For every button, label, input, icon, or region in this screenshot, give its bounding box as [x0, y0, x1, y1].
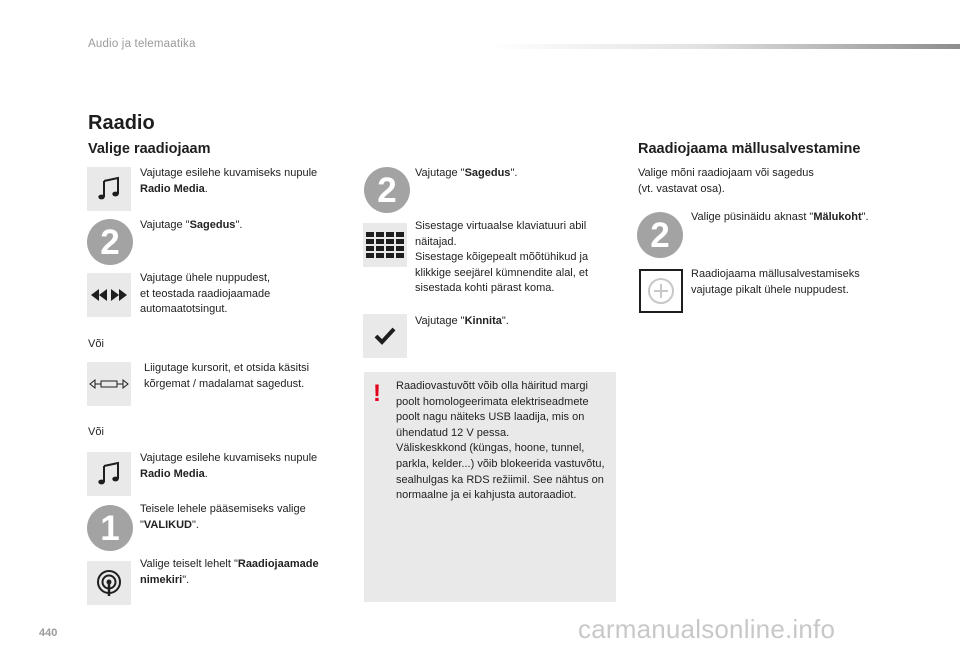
music-note-icon: [87, 167, 131, 211]
step-station-list: Valige teiselt lehelt "Raadiojaamade nimekiri".: [140, 558, 319, 586]
step-auto-search: Vajutage ühele nuppudest, et teostada raadiojaamade automaatotsingut.: [140, 272, 271, 315]
step-valikud: Teisele lehele pääsemiseks valige "VALIKUD".: [140, 503, 306, 531]
step-sagedus-1: Vajutage "Sagedus".: [140, 219, 243, 231]
step-kinnita: Vajutage "Kinnita".: [415, 315, 509, 327]
checkmark-icon: [363, 314, 407, 358]
step-virtual-keyboard: Sisestage virtuaalse klaviatuuri abil näitajad. Sisestage kõigepealt mõõtühikud ja klikkige seejärel kümnendite alal, et sisestada kohti pärast koma.: [415, 220, 589, 294]
page-title: Raadio: [88, 112, 155, 134]
page-number: 440: [39, 627, 58, 639]
memorize-intro: Valige mõni raadiojaam või sagedus (vt. vastavat osa).: [638, 167, 814, 195]
section-heading-select-station: Valige raadiojaam: [88, 141, 211, 157]
step-radio-media-2: Vajutage esilehe kuvamiseks nupule Radio Media.: [140, 452, 318, 480]
exclamation-icon: !: [373, 380, 381, 407]
preset-add-icon: [639, 269, 683, 313]
step-malukoht: Valige püsinäidu aknast "Mälukoht".: [691, 211, 869, 223]
running-header: Audio ja telemaatika: [88, 38, 196, 50]
radio-broadcast-icon: [87, 561, 131, 605]
step-long-press: Raadiojaama mällusalvestamiseks vajutage pikalt ühele nuppudest.: [691, 268, 860, 296]
watermark: carmanualsonline.info: [578, 614, 836, 644]
music-note-icon: [87, 452, 131, 496]
seek-arrows-icon: [87, 273, 131, 317]
warning-note-text: Raadiovastuvõtt võib olla häiritud margi poolt homologeerimata elektriseadmete poolt nagu näiteks USB laadija, mis on ühendatud 12 V pessa. Väliskeskkond (küngas, hoone, tunnel, parkla, kelder...) võib blokeerida vastuvõtu, sealhulgas ka RDS režiimil. See nähtus on normaalne ja ei kahjusta autoraadiot.: [396, 380, 605, 502]
frequency-slider-icon: [87, 362, 131, 406]
section-heading-memorize-station: Raadiojaama mällusalvestamine: [638, 141, 861, 157]
step-badge-2: 2: [87, 219, 133, 265]
or-separator-2: Või: [88, 426, 104, 438]
step-manual-search: Liigutage kursorit, et otsida käsitsi kõrgemat / madalamat sagedust.: [144, 362, 310, 390]
step-badge-2: 2: [364, 167, 410, 213]
step-radio-media-1: Vajutage esilehe kuvamiseks nupule Radio Media.: [140, 167, 318, 195]
keypad-icon: [363, 223, 407, 267]
header-rule: [488, 44, 960, 49]
step-sagedus-2: Vajutage "Sagedus".: [415, 167, 518, 179]
step-badge-1: 1: [87, 505, 133, 551]
step-badge-2: 2: [637, 212, 683, 258]
or-separator-1: Või: [88, 338, 104, 350]
